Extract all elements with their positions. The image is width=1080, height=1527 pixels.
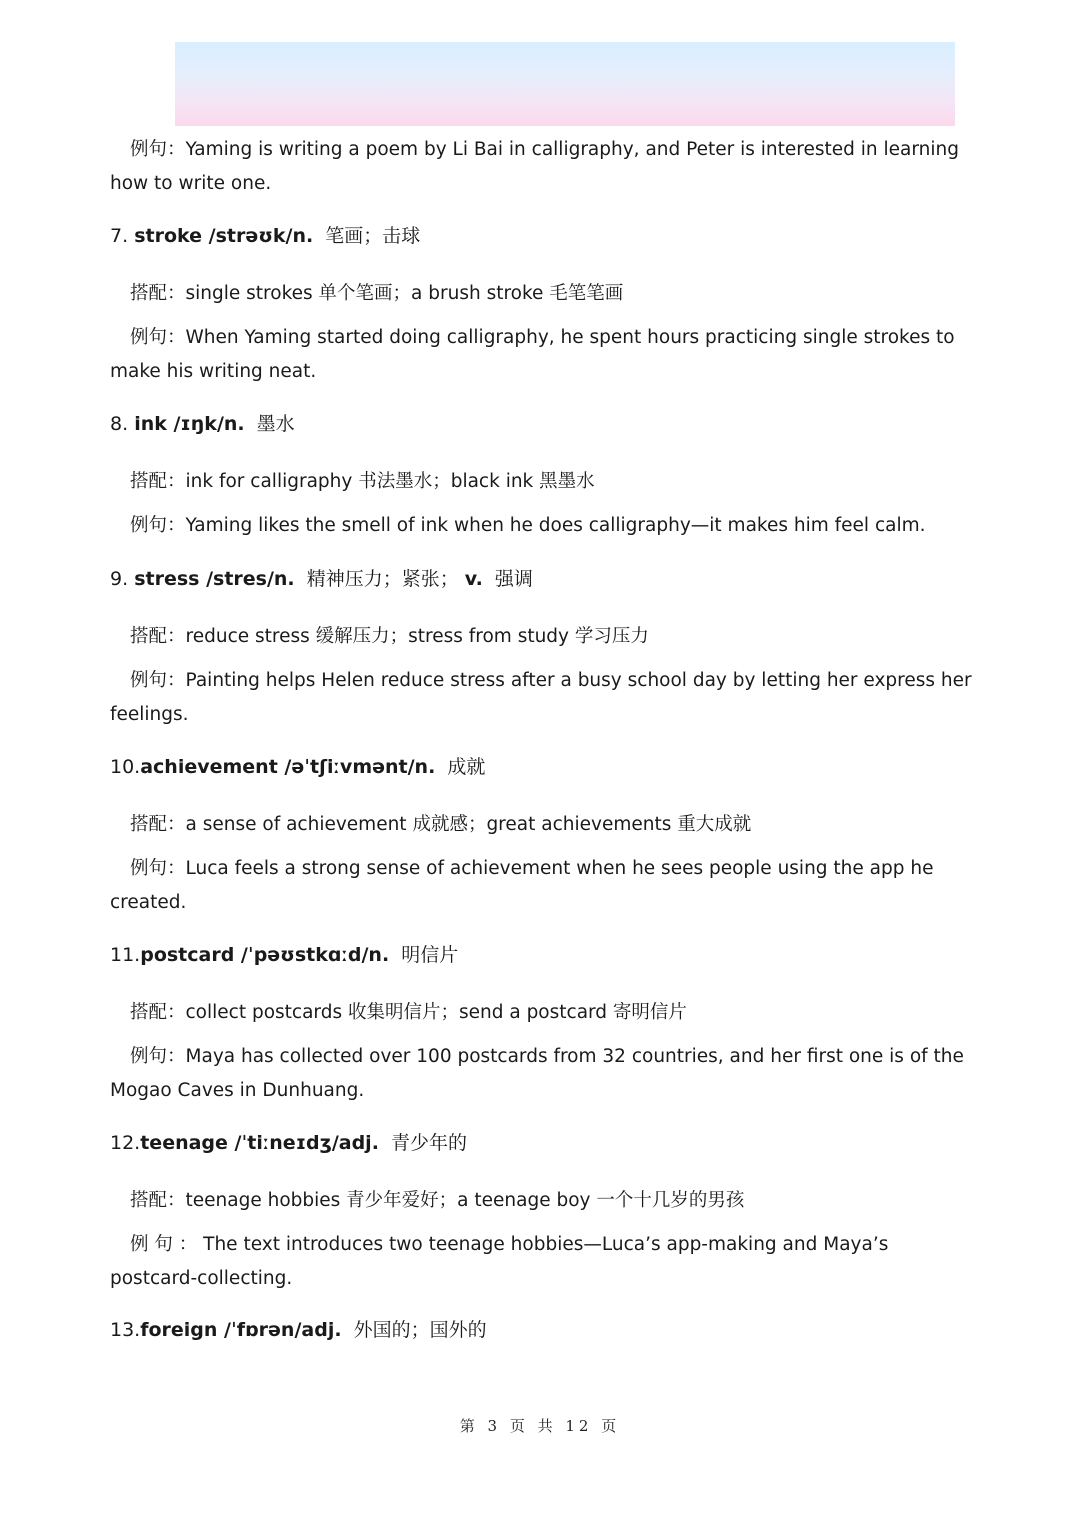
collocation-label: 搭配： bbox=[130, 283, 186, 304]
entry-heading bbox=[110, 219, 940, 253]
entry-part-of-speech: v. bbox=[464, 568, 483, 590]
collocation-line bbox=[130, 1184, 940, 1218]
example-label: 例句： bbox=[130, 858, 186, 879]
collocation-text: reduce stress 缓解压力；stress from study 学习压力 bbox=[185, 626, 649, 647]
collocation-line bbox=[130, 996, 940, 1030]
entry-word: ink /ɪŋk/n. bbox=[134, 413, 245, 435]
collocation-text: ink for calligraphy 书法墨水；black ink 黑墨水 bbox=[185, 471, 595, 492]
example-sentence bbox=[130, 1228, 940, 1262]
example-label: 例 句 ： bbox=[130, 1234, 198, 1255]
example-label: 例句： bbox=[130, 515, 186, 536]
continuation-line: make his writing neat. bbox=[110, 361, 317, 382]
entry-meaning: 墨水 bbox=[256, 413, 295, 435]
header-banner bbox=[175, 42, 955, 126]
entry-word: foreign /ˈfɒrən/adj. bbox=[140, 1319, 342, 1341]
entry-heading bbox=[110, 407, 940, 441]
entry-number: 12. bbox=[110, 1132, 141, 1154]
example-label: 例句： bbox=[130, 670, 186, 691]
entry-heading bbox=[110, 938, 940, 972]
entry-meaning: 成就 bbox=[447, 756, 486, 778]
collocation-text: a sense of achievement 成就感；great achievements 重大成就 bbox=[185, 814, 752, 835]
entry-number: 7. bbox=[110, 225, 129, 247]
continuation-line: how to write one. bbox=[110, 173, 272, 194]
example-text: Luca feels a strong sense of achievement when he sees people using the app he bbox=[185, 858, 934, 879]
example-sentence bbox=[130, 321, 955, 355]
example-label: 例句： bbox=[130, 1046, 186, 1067]
entry-number: 10. bbox=[110, 756, 141, 778]
example-text: Painting helps Helen reduce stress after a busy school day by letting her express her bbox=[185, 670, 972, 691]
continuation-line: Mogao Caves in Dunhuang. bbox=[110, 1080, 365, 1101]
collocation-text: single strokes 单个笔画；a brush stroke 毛笔笔画 bbox=[185, 283, 624, 304]
example-sentence bbox=[130, 1040, 964, 1074]
collocation-line bbox=[130, 465, 940, 499]
entry-word: achievement /əˈtʃiːvmənt/n. bbox=[140, 756, 436, 778]
example-label: 例句： bbox=[130, 139, 186, 160]
entry-number: 9. bbox=[110, 568, 129, 590]
example-sentence bbox=[130, 509, 940, 543]
example-text: Yaming likes the smell of ink when he does calligraphy—it makes him feel calm. bbox=[185, 515, 926, 536]
entry-word: postcard /ˈpəʊstkɑːd/n. bbox=[140, 944, 390, 966]
entry-meaning-verb: 强调 bbox=[494, 568, 533, 590]
example-sentence bbox=[130, 664, 972, 698]
entry-heading bbox=[110, 1313, 940, 1347]
entry-heading bbox=[110, 1126, 940, 1160]
entry-meaning: 笔画；击球 bbox=[325, 225, 421, 247]
collocation-label: 搭配： bbox=[130, 471, 186, 492]
collocation-line bbox=[130, 808, 940, 842]
collocation-line bbox=[130, 277, 940, 311]
example-text: Maya has collected over 100 postcards from 32 countries, and her first one is of the bbox=[185, 1046, 964, 1067]
collocation-label: 搭配： bbox=[130, 1002, 186, 1023]
collocation-text: collect postcards 收集明信片；send a postcard 寄明信片 bbox=[185, 1002, 687, 1023]
example-text: The text introduces two teenage hobbies—Luca’s app-making and Maya’s bbox=[203, 1234, 889, 1255]
example-sentence bbox=[130, 852, 940, 886]
example-label: 例句： bbox=[130, 327, 186, 348]
entry-word: teenage /ˈtiːneɪdʒ/adj. bbox=[140, 1132, 379, 1154]
collocation-label: 搭配： bbox=[130, 1190, 186, 1211]
example-text: When Yaming started doing calligraphy, he spent hours practicing single strokes to bbox=[185, 327, 955, 348]
collocation-label: 搭配： bbox=[130, 814, 186, 835]
collocation-label: 搭配： bbox=[130, 626, 186, 647]
entry-word: stroke /strəʊk/n. bbox=[134, 225, 314, 247]
entry-number: 8. bbox=[110, 413, 129, 435]
entry-number: 11. bbox=[110, 944, 141, 966]
entry-meaning: 明信片 bbox=[401, 944, 459, 966]
entry-word: stress /stres/n. bbox=[134, 568, 295, 590]
example-text: Yaming is writing a poem by Li Bai in calligraphy, and Peter is interested in learning bbox=[185, 139, 959, 160]
entry-meaning: 精神压力；紧张； bbox=[306, 568, 459, 590]
continuation-line: postcard-collecting. bbox=[110, 1268, 293, 1289]
example-sentence bbox=[130, 133, 959, 167]
entry-meaning: 青少年的 bbox=[390, 1132, 467, 1154]
continuation-line: feelings. bbox=[110, 704, 189, 725]
page-footer: 第 3 页 共 12 页 bbox=[459, 1417, 621, 1435]
entry-number: 13. bbox=[110, 1319, 141, 1341]
continuation-line: created. bbox=[110, 892, 187, 913]
entry-meaning: 外国的；国外的 bbox=[353, 1319, 487, 1341]
collocation-text: teenage hobbies 青少年爱好；a teenage boy 一个十几岁的男孩 bbox=[185, 1190, 745, 1211]
entry-heading bbox=[110, 562, 940, 596]
collocation-line bbox=[130, 620, 940, 654]
entry-heading bbox=[110, 750, 940, 784]
